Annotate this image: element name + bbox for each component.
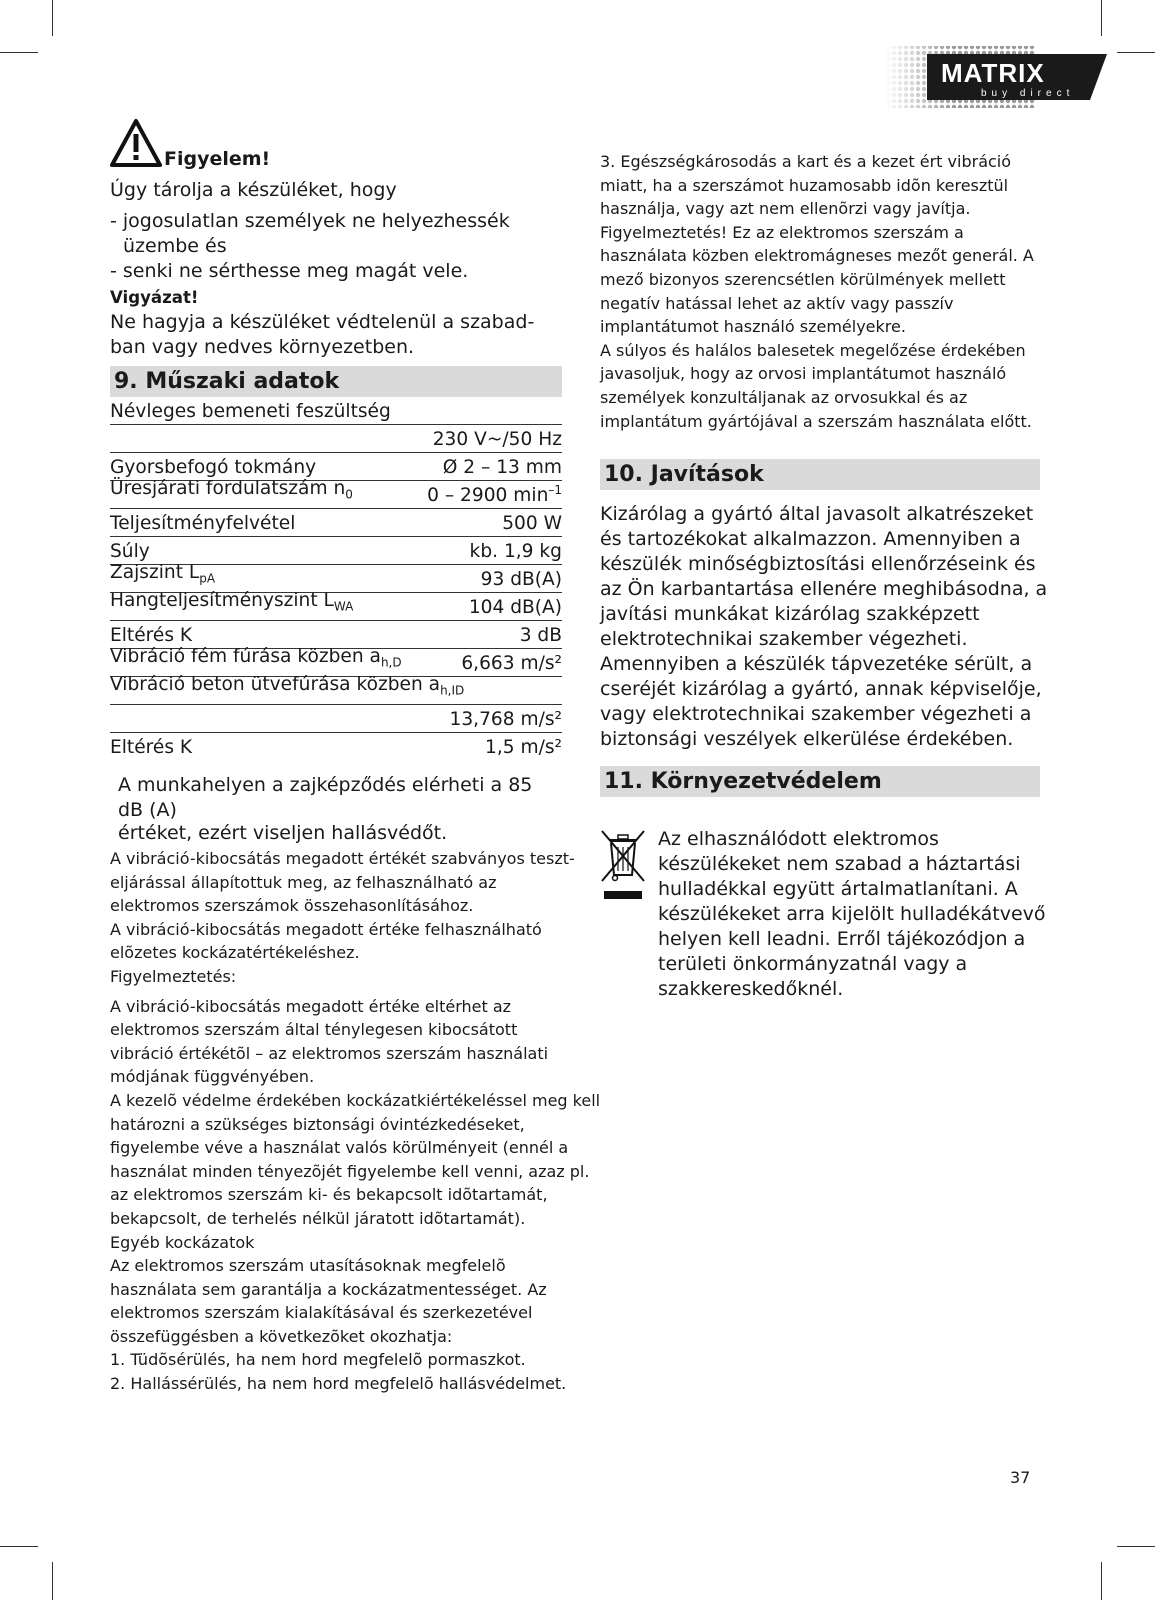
warning-triangle-icon (110, 118, 162, 172)
spec-row (110, 733, 562, 760)
crop-mark (52, 0, 53, 36)
section-heading-technical: 9. Műszaki adatok (110, 366, 562, 397)
spec-row (110, 478, 562, 509)
spec-label: Zajszint $L_{pA}$ (110, 562, 216, 586)
crop-mark (52, 1562, 53, 1600)
warning-subtitle: Figyelmeztetés: (110, 966, 237, 986)
storage-item: - jogosulatlan személyek ne helyezhessék (110, 210, 510, 232)
section-heading-environment: 11. Környezetvédelem (600, 766, 1040, 797)
risk-item: 1. Tüdõsérülés, ha nem hord megfelelõ pormaszkot. (110, 1350, 526, 1370)
other-risks-title: Egyéb kockázatok (110, 1232, 255, 1252)
spec-label: Eltérés K (110, 737, 193, 758)
spec-value: 500 W (502, 513, 562, 534)
section-heading-repairs: 10. Javítások (600, 459, 1040, 490)
crop-mark (0, 52, 38, 53)
risk-item: 2. Hallássérülés, ha nem hord megfelelõ hallásvédelmet. (110, 1374, 567, 1394)
risk-item: 3. Egészségkárosodás a kart és a kezet ért vibráció miatt, ha a szerszámot huzamosabb idõn keresztül használja, vagy azt nem ellenõrzi vagy javítja. (600, 152, 1012, 219)
em-advice: A súlyos és halálos balesetek megelőzése érdekében javasoljuk, hogy az orvosi implantátumot használó személyek konzultáljanak az orvosukkal és az implantátum gyártójával a szerszám használata előtt. (600, 340, 1032, 431)
spec-table (110, 397, 562, 760)
crop-mark (0, 1546, 38, 1547)
weee-block (600, 827, 1055, 1002)
crop-mark (1117, 1546, 1155, 1547)
spec-row (110, 509, 562, 537)
storage-item: - senki ne sérthesse meg magát vele. (110, 260, 469, 282)
spec-label: Gyorsbefogó tokmány (110, 457, 317, 478)
spec-value: 230 V~/50 Hz (432, 429, 562, 450)
spec-value: 0 – 2900 $\min^{-1}$ (427, 482, 562, 506)
spec-label: Súly (110, 541, 150, 562)
crop-mark (1101, 0, 1102, 36)
vibration-paragraph: A vibráció-kibocsátás megadott értéke felhasználható elõzetes kockázatértékeléshez. (110, 919, 542, 963)
left-column (110, 118, 610, 1396)
brand-tagline: buy direct (981, 88, 1075, 99)
spec-value: 104 dB(A) (468, 597, 562, 618)
spec-label: Vibráció beton ütvefúrása közben $a_{h,ID}$ (110, 674, 465, 698)
spec-row (110, 425, 562, 453)
page-number: 37 (1010, 1468, 1031, 1487)
spec-row (110, 590, 562, 621)
noise-note: dB (A) (118, 799, 177, 821)
spec-label: Névleges bemeneti feszültség (110, 401, 391, 422)
brand-name: MATRIX (941, 58, 1045, 88)
environment-text: Az elhasználódott elektromos készülékeket nem szabad a háztartási hulladékkal együtt ártalmatlanítani. A készülékeket arra kijelölt hulladékátvevő helyen kell leadni. Erről tájékozódjon a területi önkormányzatnál vagy a szakkereskedőknél. (658, 828, 1046, 1001)
repairs-text: Kizárólag a gyártó által javasolt alkatrészeket és tartozékokat alkalmazzon. Amennyiben a készülék minőségbiztosítási ellenőrzéseink és az Ön karbantartása ellenére meghibásodna, a javítási munkákat kizárólag szakképzett elektrotechnikai szakember végezheti. Amennyiben a készülék tápvezetéke sérült, a cseréjét kizárólag a gyártó, annak képviselője, vagy elektrotechnikai szakember végezheti a biztonsági veszélyek elkerülése érdekében. (600, 503, 1048, 751)
warning-heading (110, 118, 610, 172)
em-warning: Figyelmeztetés! Ez az elektromos szerszám a használata közben elektromágneses mezőt generál. A mező bizonyos szerencsétlen körülmények mellett negatív hatással lehet az aktív vagy passzív implantátumot használó személyekre. (600, 222, 1034, 337)
spec-value: Ø 2 – 13 mm (442, 457, 562, 478)
spec-label: Eltérés K (110, 625, 193, 646)
vibration-paragraph: A kezelõ védelme érdekében kockázatkiértékeléssel meg kell határozni a szükséges biztonsági óvintézkedéseket, figyelembe véve a használat valós körülményeit (ennél a használat minden tényezõjét figyelembe kell venni, azaz pl. az elektromos szerszám ki- és bekapcsolt idõtartamát, bekapcsolt, de terhelés nélkül járatott idõtartamát). (110, 1090, 601, 1228)
crop-mark (1117, 52, 1155, 53)
crossed-bin-icon (600, 827, 646, 1002)
spec-value: 6,663 m/s² (461, 653, 562, 674)
matrix-logo (885, 44, 1107, 110)
spec-label: Vibráció fém fúrása közben $a_{h,D}$ (110, 646, 402, 670)
spec-row (110, 397, 562, 425)
noise-note: A munkahelyen a zajképződés elérheti a 85 (118, 774, 533, 796)
spec-value: 93 dB(A) (480, 569, 562, 590)
vibration-paragraph: A vibráció-kibocsátás megadott értéke eltérhet az elektromos szerszám által ténylegesen kibocsátott vibráció értékétõl – az elektromos szerszám használati módjának függvényében. (110, 996, 549, 1087)
caution-title: Vigyázat! (110, 288, 199, 307)
spec-row (110, 674, 562, 705)
crop-mark (1101, 1562, 1102, 1600)
spec-label: Teljesítményfelvétel (110, 513, 296, 534)
other-risks-text: Az elektromos szerszám utasításoknak megfelelõ használata sem garantálja a kockázatmentességet. Az elektromos szerszám kialakításával és szerkezetével összefüggésben a következõket okozhatja: (110, 1256, 547, 1346)
spec-label: Hangteljesítményszint $L_{WA}$ (110, 590, 354, 614)
spec-value: kb. 1,9 kg (469, 541, 562, 562)
spec-value: 3 dB (519, 625, 562, 646)
warning-title: Figyelem! (164, 148, 271, 170)
spec-row (110, 705, 562, 733)
storage-item-cont: üzembe és (123, 235, 227, 257)
spec-value: 1,5 m/s² (485, 737, 562, 758)
noise-note: értéket, ezért viseljen hallásvédőt. (118, 822, 448, 844)
spec-label: Üresjárati fordulatszám $n_0$ (110, 478, 353, 502)
storage-intro: Úgy tárolja a készüléket, hogy (110, 179, 397, 201)
vibration-paragraph: A vibráció-kibocsátás megadott értékét szabványos teszt-eljárással állapítottuk meg, az felhasználható az elektromos szerszámok összehasonlításához. (110, 849, 575, 916)
spec-value: 13,768 m/s² (449, 709, 562, 730)
caution-text: Ne hagyja a készüléket védtelenül a szabad-ban vagy nedves környezetben. (110, 311, 535, 358)
right-column (600, 150, 1055, 1002)
